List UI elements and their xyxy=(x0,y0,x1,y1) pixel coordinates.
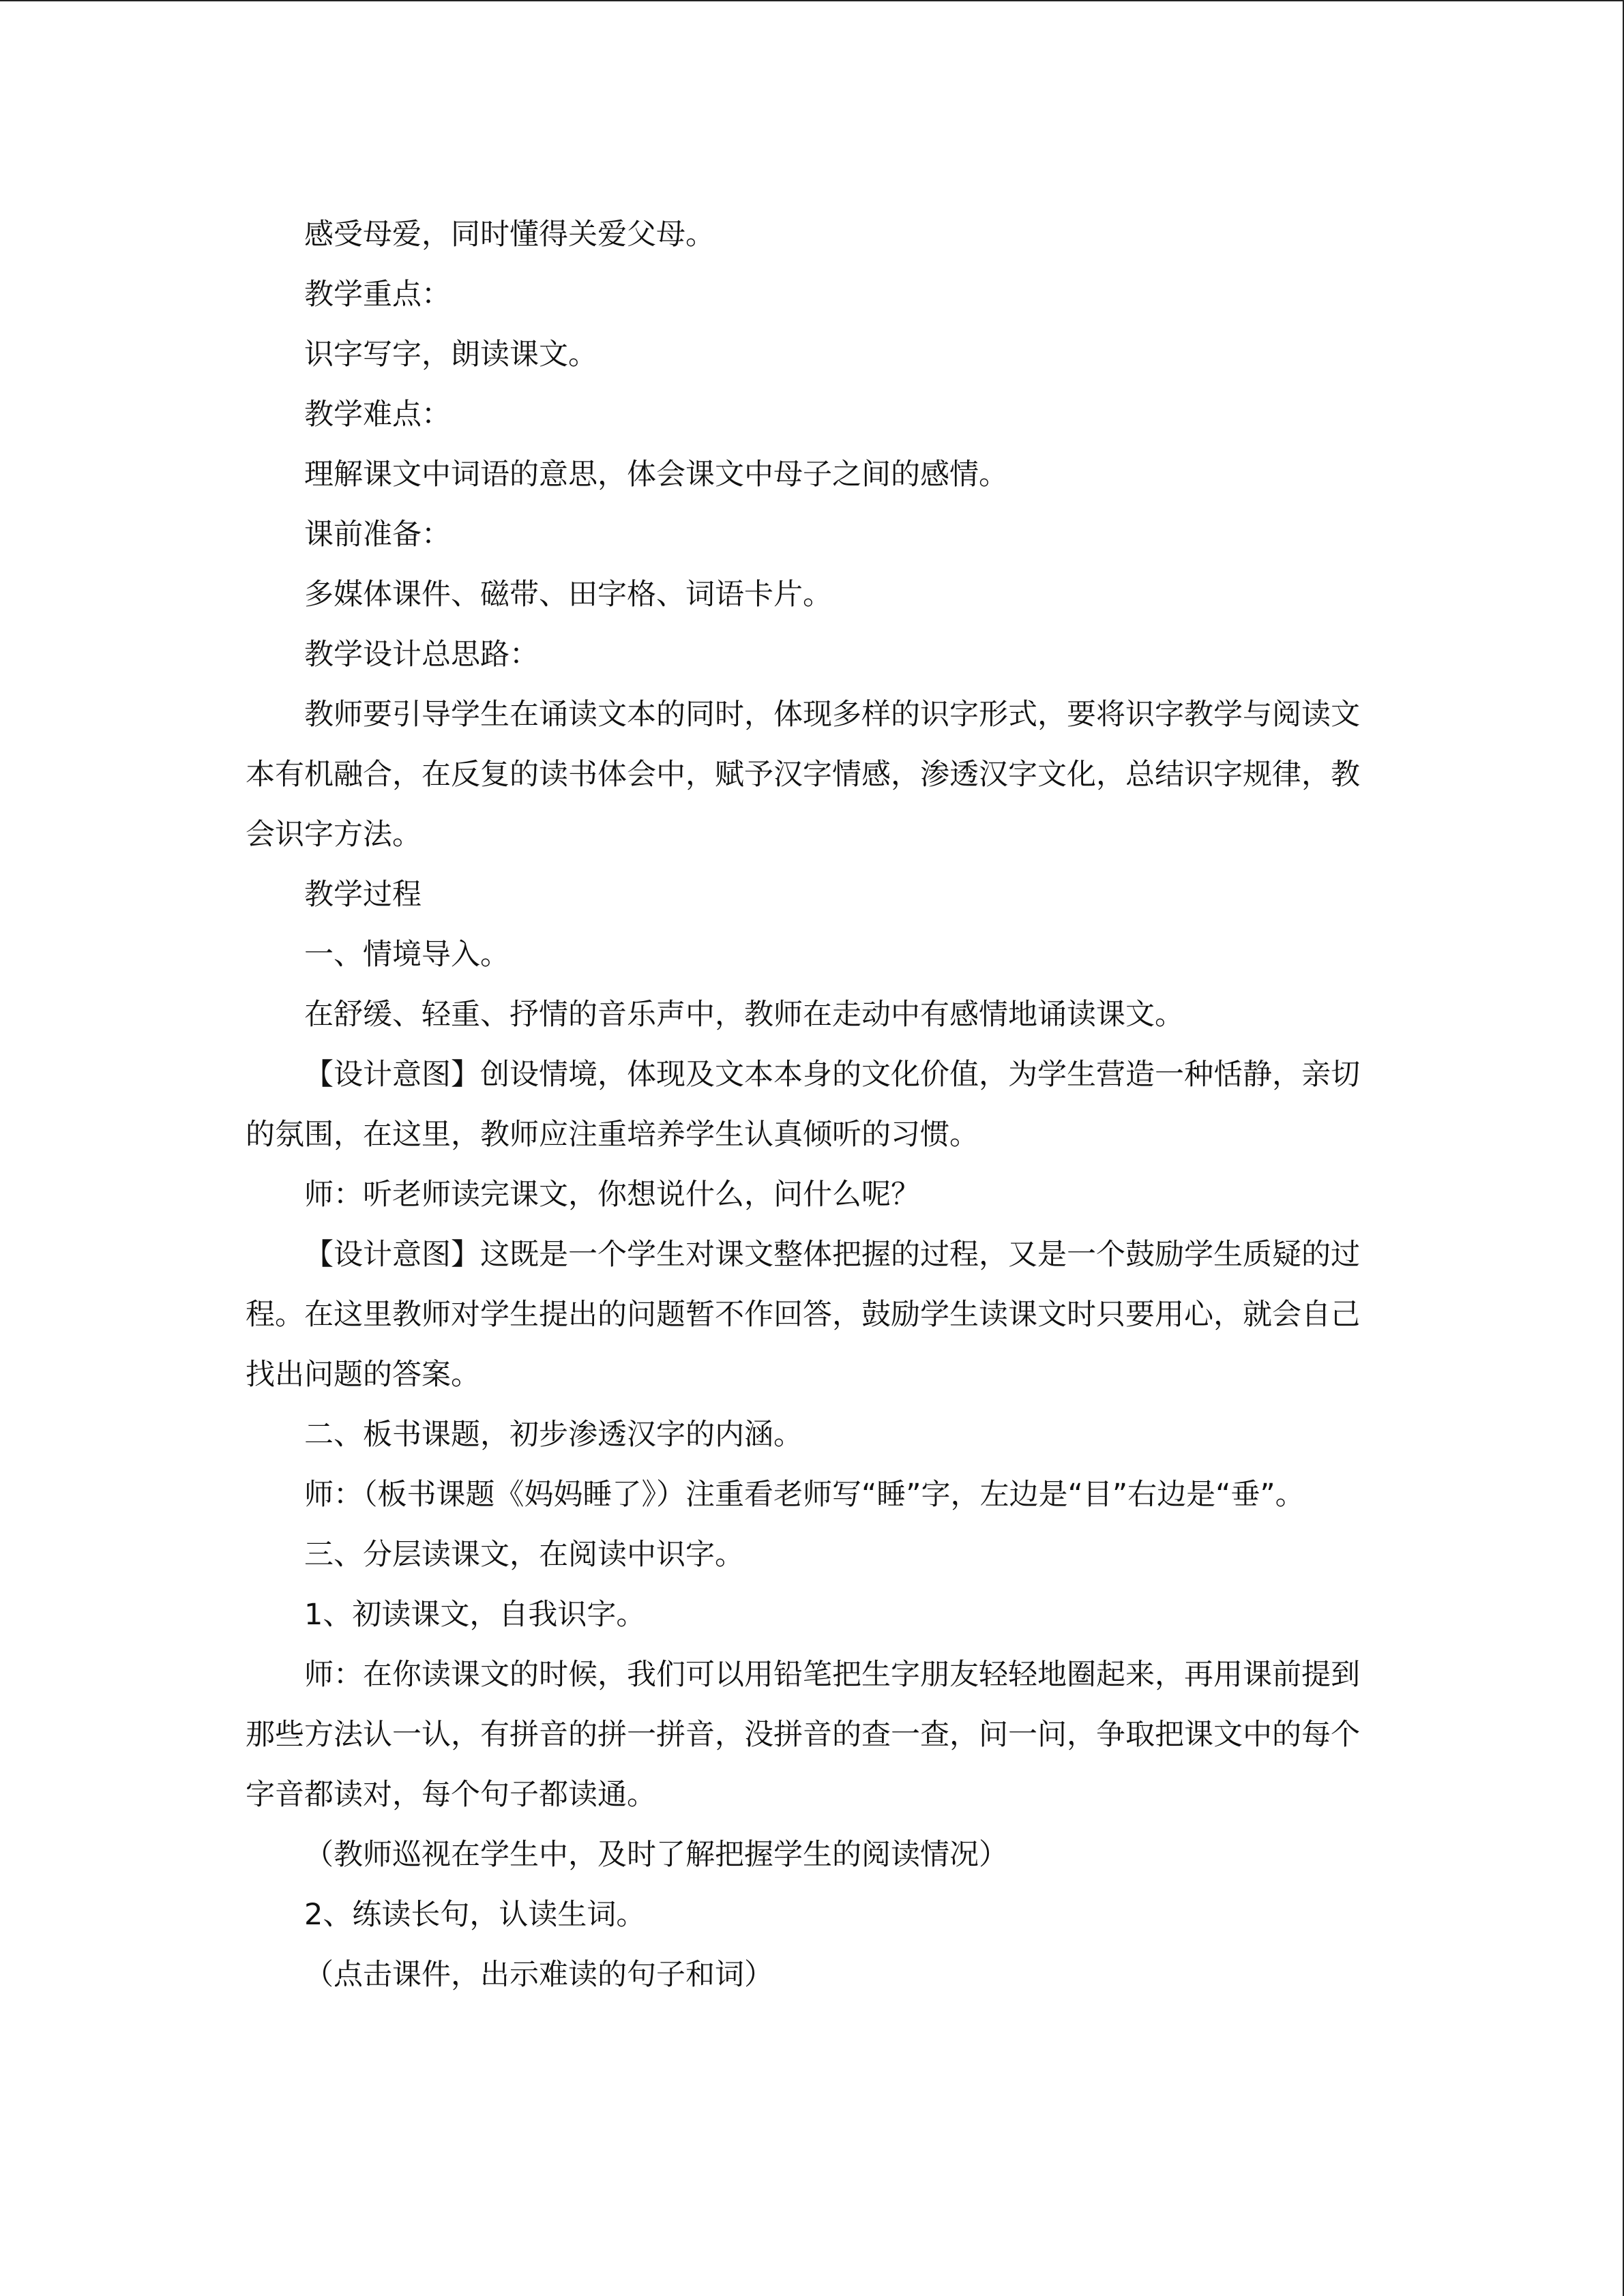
paragraph: 2、练读长句，认读生词。 xyxy=(304,1898,646,1932)
paragraph: 三、分层读课文，在阅读中识字。 xyxy=(304,1538,744,1572)
paragraph: 师：在你读课文的时候，我们可以用铅笔把生字朋友轻轻地圈起来，再用课前提到那些方法认一认，有拼音的拼一拼音，没拼音的查一查，问一问，争取把课文中的每个字音都读对，每个句子都读通。 xyxy=(246,1658,1360,1812)
paragraph: 师：（板书课题《妈妈睡了》）注重看老师写“睡”字，左边是“目”右边是“垂”。 xyxy=(304,1478,1305,1512)
paragraph: 【设计意图】这既是一个学生对课文整体把握的过程，又是一个鼓励学生质疑的过程。在这里教师对学生提出的问题暂不作回答，鼓励学生读课文时只要用心，就会自己找出问题的答案。 xyxy=(246,1238,1360,1392)
document-body xyxy=(246,205,1364,2005)
paragraph: 教学难点： xyxy=(304,398,451,432)
paragraph: （点击课件，出示难读的句子和词） xyxy=(304,1958,773,1992)
paragraph: 教学重点： xyxy=(304,278,451,312)
paragraph: 1、初读课文，自我识字。 xyxy=(304,1598,646,1632)
paragraph: 教学设计总思路： xyxy=(304,638,539,672)
paragraph: 【设计意图】创设情境，体现及文本本身的文化价值，为学生营造一种恬静，亲切的氛围，在这里，教师应注重培养学生认真倾听的习惯。 xyxy=(246,1058,1360,1152)
paragraph: 多媒体课件、磁带、田字格、词语卡片。 xyxy=(304,578,832,612)
paragraph: 二、板书课题，初步渗透汉字的内涵。 xyxy=(304,1418,803,1452)
paragraph: 教学过程 xyxy=(304,878,422,912)
paragraph: （教师巡视在学生中，及时了解把握学生的阅读情况） xyxy=(304,1838,1008,1872)
paragraph: 理解课文中词语的意思，体会课文中母子之间的感情。 xyxy=(304,458,1008,492)
paragraph: 感受母爱，同时懂得关爱父母。 xyxy=(304,218,715,252)
paragraph: 师：听老师读完课文，你想说什么，问什么呢？ xyxy=(304,1178,920,1212)
paragraph: 在舒缓、轻重、抒情的音乐声中，教师在走动中有感情地诵读课文。 xyxy=(304,998,1184,1032)
paragraph: 教师要引导学生在诵读文本的同时，体现多样的识字形式，要将识字教学与阅读文本有机融合，在反复的读书体会中，赋予汉字情感，渗透汉字文化，总结识字规律，教会识字方法。 xyxy=(246,698,1360,852)
paragraph: 课前准备： xyxy=(304,518,451,552)
paragraph: 识字写字，朗读课文。 xyxy=(304,338,597,372)
paragraph: 一、情境导入。 xyxy=(304,938,510,972)
